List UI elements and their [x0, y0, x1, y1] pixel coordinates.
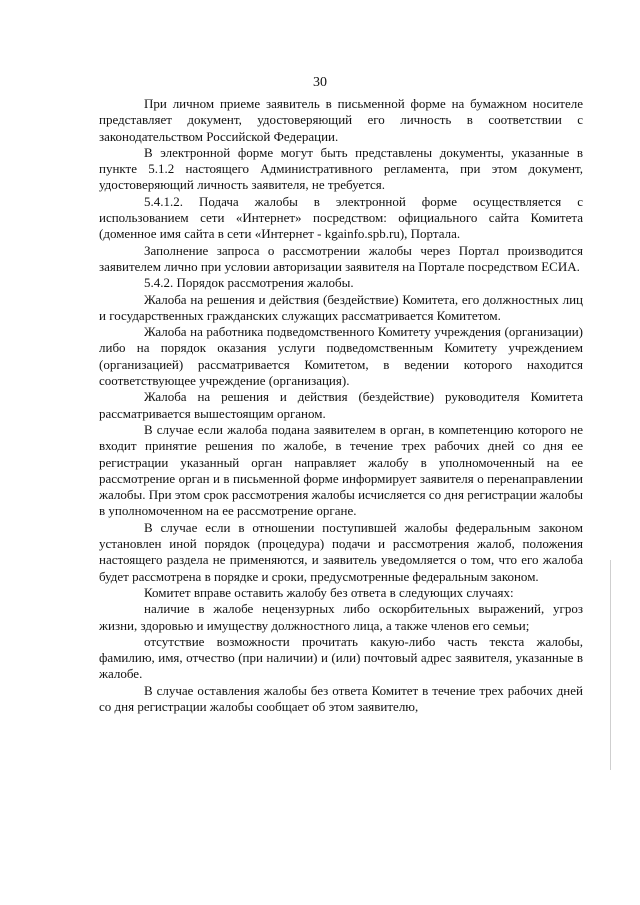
paragraph-subordinate-institution: Жалоба на работника подведомственного Комитету учреждения (организации) либо на порядок оказания услуги подведомственным Комитету учреждением (организацией) рассматривается Комитетом, в ведении которого находится соответствующее учреждение (организация). — [99, 324, 583, 389]
paragraph-redirection: В случае если жалоба подана заявителем в орган, в компетенцию которого не входит принятие решения по жалобе, в течение трех рабочих дней со дня ее регистрации указанный орган направляет жалобу в уполномоченный на ее рассмотрение орган и в письменной форме информирует заявителя о перенаправлении жалобы. При этом срок рассмотрения жалобы исчисляется со дня регистрации жалобы в уполномоченном на ее рассмотрение органе. — [99, 421, 583, 519]
paragraph-unreadable-text: отсутствие возможности прочитать какую-либо часть текста жалобы, фамилию, имя, отчество (при наличии) и (или) почтовый адрес заявителя, указанные в жалобе. — [99, 633, 583, 682]
paragraph-5-4-1-2: 5.4.1.2. Подача жалобы в электронной форме осуществляется с использованием сети «Интернет» посредством: официального сайта Комитета (доменное имя сайта в сети «Интернет - kgainfo.spb.ru), Портала. — [99, 193, 583, 242]
paragraph-head-complaint: Жалоба на решения и действия (бездействие) руководителя Комитета рассматривается вышестоящим органом. — [99, 389, 583, 421]
document-body — [99, 96, 583, 715]
scan-edge-line — [610, 560, 611, 770]
paragraph-personal-reception: При личном приеме заявитель в письменной форме на бумажном носителе представляет документ, удостоверяющий его личность в соответствии с законодательством Российской Федерации. — [99, 96, 583, 144]
paragraph-committee-complaint: Жалоба на решения и действия (бездействие) Комитета, его должностных лиц и государственных гражданских служащих рассматривается Комитетом. — [99, 291, 583, 323]
paragraph-electronic-documents: В электронной форме могут быть представлены документы, указанные в пункте 5.1.2 настоящего Административного регламента, при этом документ, удостоверяющий личность заявителя, не требуется. — [99, 144, 583, 193]
paragraph-federal-law: В случае если в отношении поступившей жалобы федеральным законом установлен иной порядок (процедура) подачи и рассмотрения жалоб, положения настоящего раздела не применяются, и заявитель уведомляется о том, что его жалоба будет рассмотрена в порядке и сроки, предусмотренные федеральным законом. — [99, 519, 583, 584]
paragraph-5-4-2-heading: 5.4.2. Порядок рассмотрения жалобы. — [144, 275, 354, 291]
paragraph-no-answer-cases: Комитет вправе оставить жалобу без ответа в следующих случаях: — [144, 584, 514, 600]
paragraph-portal-request: Заполнение запроса о рассмотрении жалобы через Портал производится заявителем лично при условии авторизации заявителя на Портале посредством ЕСИА. — [99, 242, 583, 274]
paragraph-obscene-language: наличие в жалобе нецензурных либо оскорбительных выражений, угроз жизни, здоровью и имуществу должностного лица, а также членов его семьи; — [99, 601, 583, 633]
page-number: 30 — [313, 75, 327, 90]
paragraph-notification: В случае оставления жалобы без ответа Комитет в течение трех рабочих дней со дня регистрации жалобы сообщает об этом заявителю, — [99, 682, 583, 714]
